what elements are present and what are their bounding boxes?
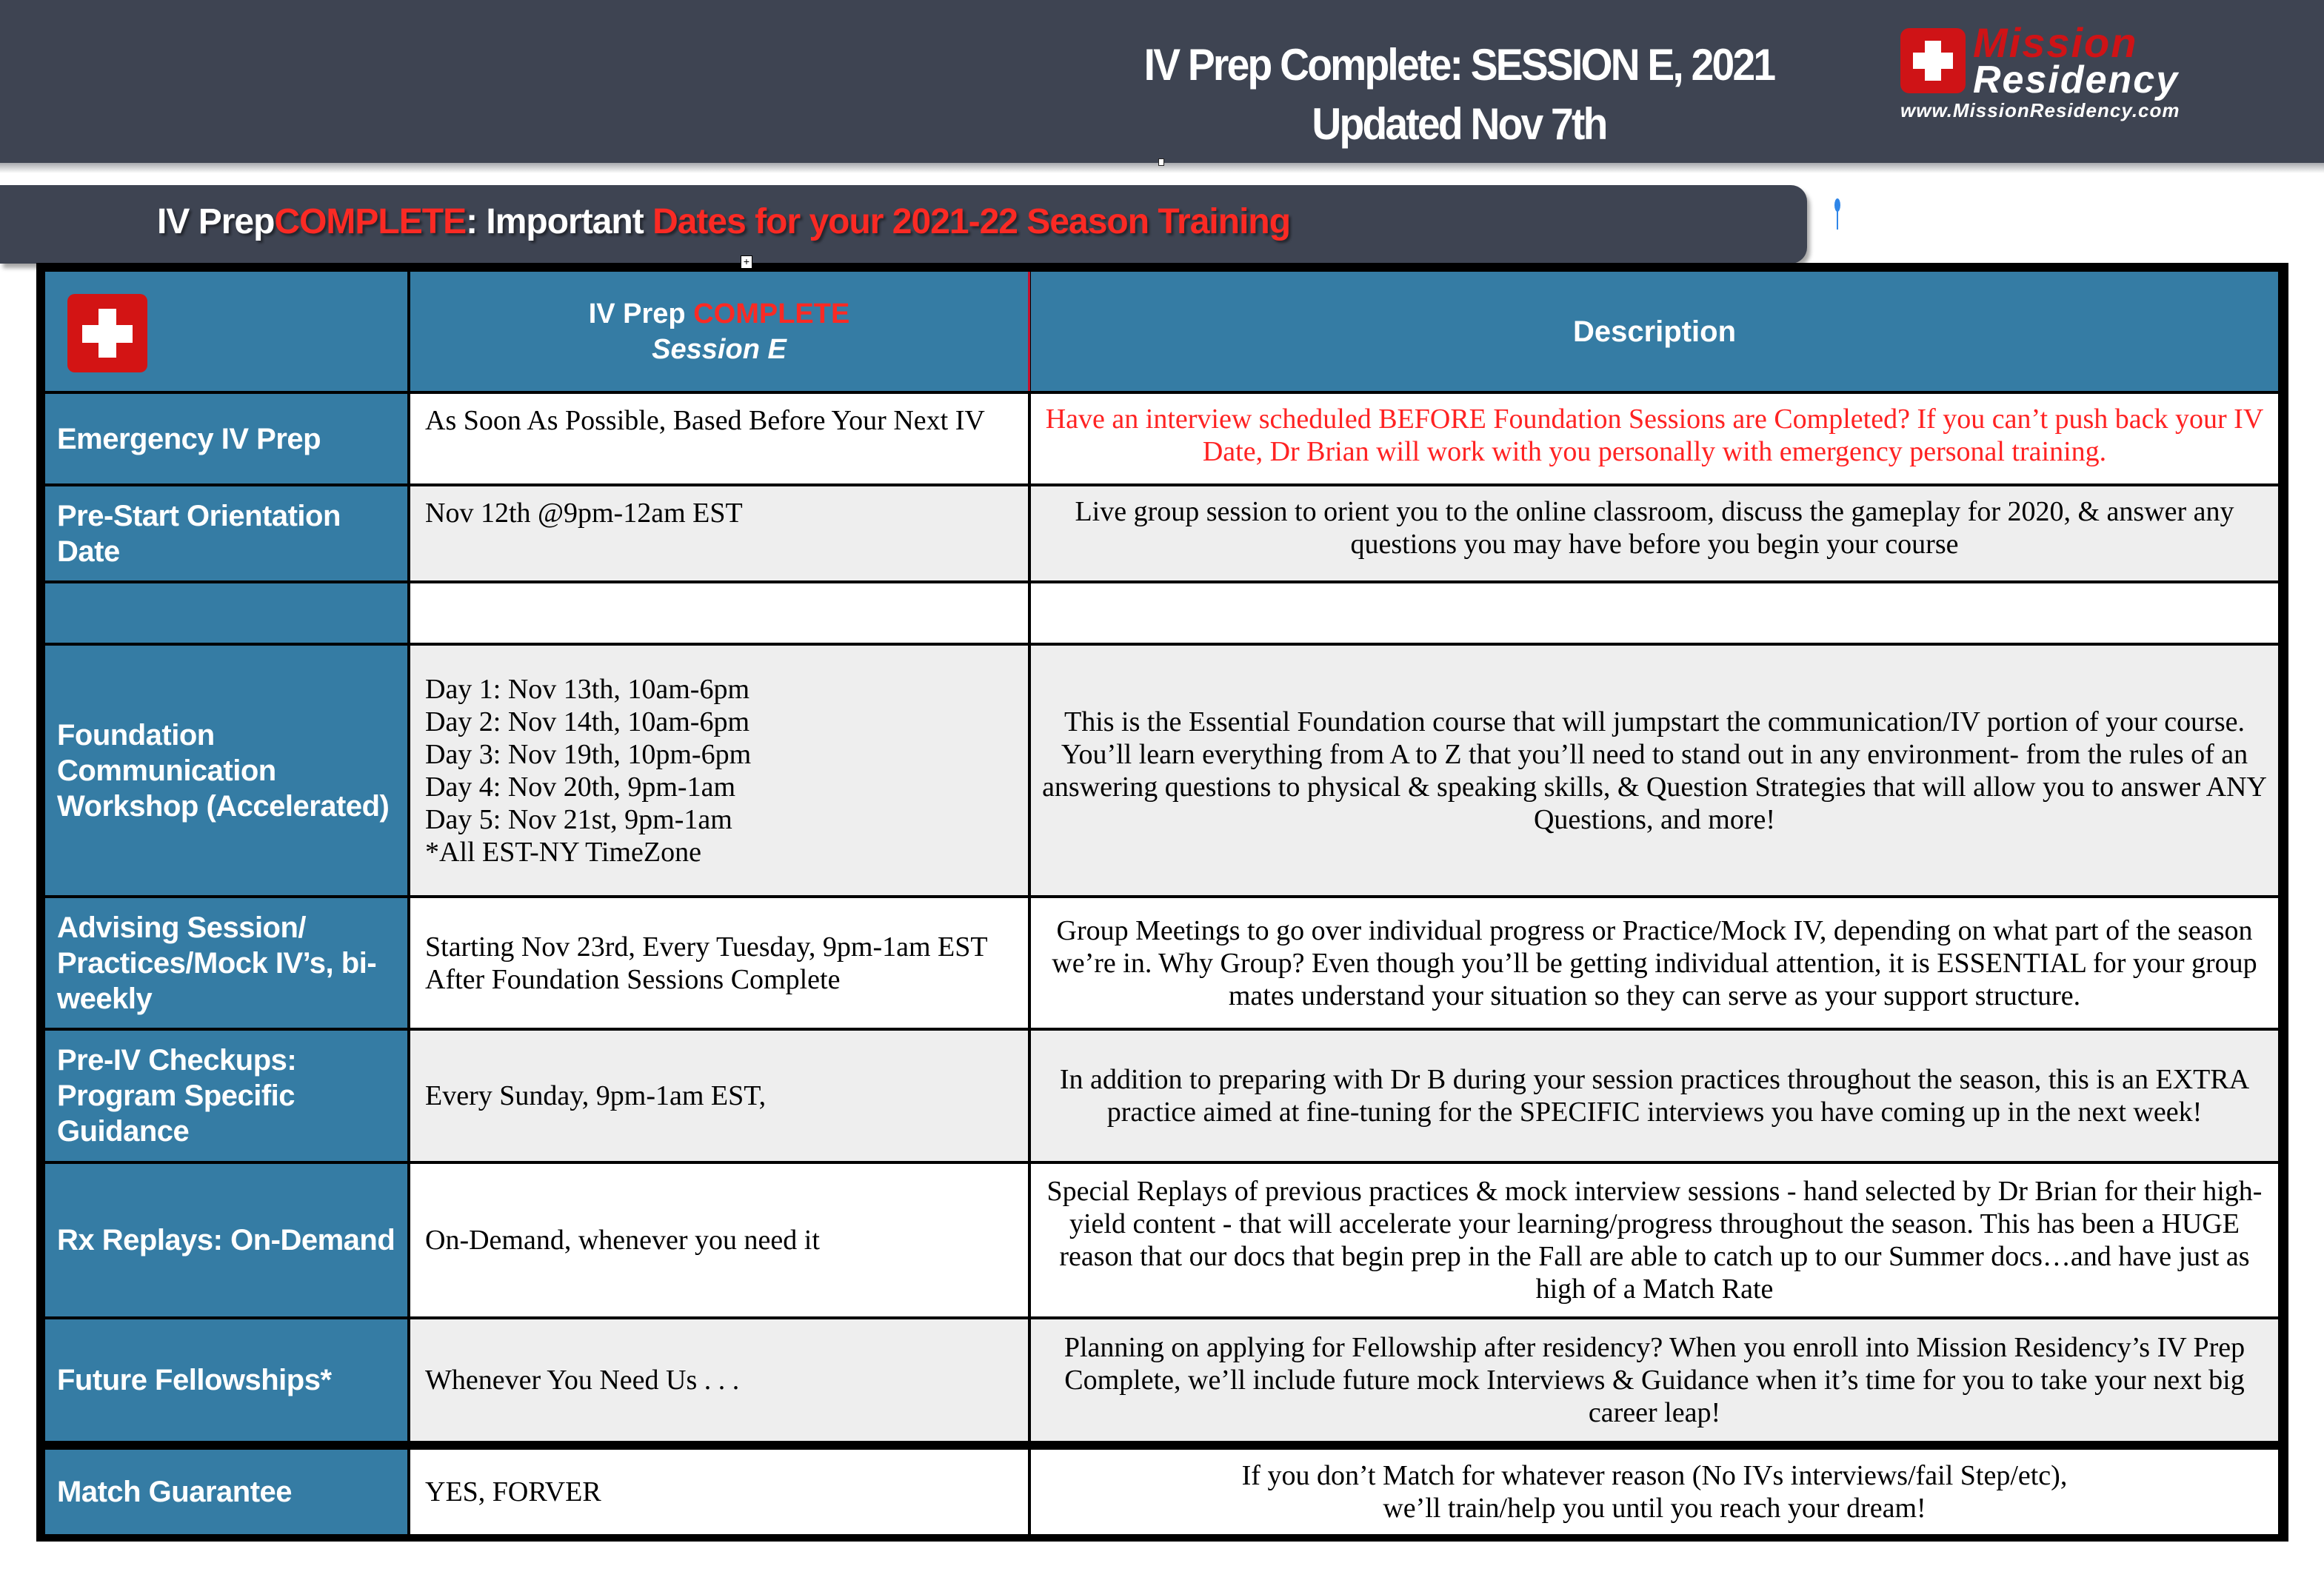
row-when: Whenever You Need Us . . . [410, 1319, 1028, 1441]
comment-pin-icon[interactable] [1834, 198, 1840, 230]
header-description-cell: Description [1031, 272, 2278, 391]
row-description: Group Meetings to go over individual progress or Practice/Mock IV, depending on what part of the season we’re in. Why Group? Even though you’ll be getting individual attention, it is ESSENTIAL for your group mates understand your situation so they can serve as your support structure. [1031, 898, 2278, 1028]
header-divider [1028, 272, 1030, 391]
banner-part-complete: COMPLETE [274, 202, 467, 241]
row-label: Rx Replays: On-Demand [45, 1164, 407, 1316]
row-when: Nov 12th @9pm-12am EST [410, 486, 1028, 580]
schedule-table [36, 263, 2288, 1542]
title-line-2: Updated Nov 7th [1312, 99, 1606, 149]
row-label: Match Guarantee [45, 1450, 407, 1534]
first-aid-cross-icon [67, 294, 147, 372]
logo-word-residency: Residency [1973, 58, 2180, 101]
row-when: Day 1: Nov 13th, 10am-6pm Day 2: Nov 14th, 10am-6pm Day 3: Nov 19th, 10pm-6pm Day 4: Nov 20th, 9pm-1am Day 5: Nov 21st, 9pm-1am *All EST-NY TimeZone [410, 646, 1028, 895]
text-cursor-handle[interactable] [1158, 158, 1164, 166]
row-description: Planning on applying for Fellowship after residency? When you enroll into Mission Residency’s IV Prep Complete, we’ll include future mock Interviews & Guidance when it’s time for you to take your next big career leap! [1031, 1319, 2278, 1441]
row-description: Have an interview scheduled BEFORE Foundation Sessions are Completed? If you can’t push back your IV Date, Dr Brian will work with you personally with emergency personal training. [1031, 394, 2278, 483]
top-header-bar [0, 0, 2324, 163]
header-session-cell [410, 272, 1028, 391]
header-icon-cell [45, 272, 407, 391]
row-label: Emergency IV Prep [45, 394, 407, 483]
row-label: Future Fellowships* [45, 1319, 407, 1441]
title-line-1: IV Prep Complete: SESSION E, 2021 [1143, 40, 1774, 90]
section-banner [0, 185, 1807, 264]
row-label [45, 583, 407, 643]
row-when: As Soon As Possible, Based Before Your Next IV [410, 394, 1028, 483]
row-when: Every Sunday, 9pm-1am EST, [410, 1031, 1028, 1161]
row-description: In addition to preparing with Dr B during your session practices throughout the season, this is an EXTRA practice aimed at fine-tuning for the SPECIFIC interviews you have coming up in the next week! [1031, 1031, 2278, 1161]
banner-part-important: : Important [466, 202, 653, 241]
logo-url: www.MissionResidency.com [1900, 99, 2180, 121]
header-session-e: Session E [652, 333, 787, 365]
row-label: Pre-IV Checkups: Program Specific Guidance [45, 1031, 407, 1161]
first-aid-cross-icon [1900, 28, 1966, 93]
row-description [1031, 583, 2278, 643]
banner-part-iv-prep: IV Prep [157, 202, 275, 241]
row-label: Advising Session/ Practices/Mock IV’s, bi-weekly [45, 898, 407, 1028]
row-when: YES, FORVER [410, 1450, 1028, 1534]
row-when: Starting Nov 23rd, Every Tuesday, 9pm-1am EST After Foundation Sessions Complete [410, 898, 1028, 1028]
row-description: Special Replays of previous practices & mock interview sessions - hand selected by Dr Brian for their high-yield content - that will accelerate your learning/progress throughout the season. This has been a HUGE reason that our docs that begin prep in the Fall are able to catch up to our Summer docs…and have just as high of a Match Rate [1031, 1164, 2278, 1316]
header-iv-prep: IV Prep [588, 298, 694, 329]
row-label: Pre-Start Orientation Date [45, 486, 407, 580]
row-when [410, 583, 1028, 643]
row-label: Foundation Communication Workshop (Accelerated) [45, 646, 407, 895]
mission-residency-logo [1900, 19, 2271, 124]
row-description: Live group session to orient you to the online classroom, discuss the gameplay for 2020, & answer any questions you may have before you begin your course [1031, 486, 2278, 580]
banner-title [157, 201, 1290, 242]
row-description: This is the Essential Foundation course that will jumpstart the communication/IV portion of your course. You’ll learn everything from A to Z that you’ll need to stand out in any environment- from the rules of an answering questions to physical & speaking skills, & Question Strategies that will allow you to answer ANY Questions, and more! [1031, 646, 2278, 895]
row-when: On-Demand, whenever you need it [410, 1164, 1028, 1316]
banner-part-dates: Dates for your 2021-22 Season Training [652, 202, 1291, 241]
page-title [1089, 36, 1829, 154]
table-move-handle[interactable]: + [741, 255, 752, 269]
header-complete: COMPLETE [693, 298, 850, 329]
logo-word-mission: Mission [1973, 19, 2138, 66]
row-description: If you don’t Match for whatever reason (No IVs interviews/fail Step/etc), we’ll train/help you until you reach your dream! [1031, 1450, 2278, 1534]
